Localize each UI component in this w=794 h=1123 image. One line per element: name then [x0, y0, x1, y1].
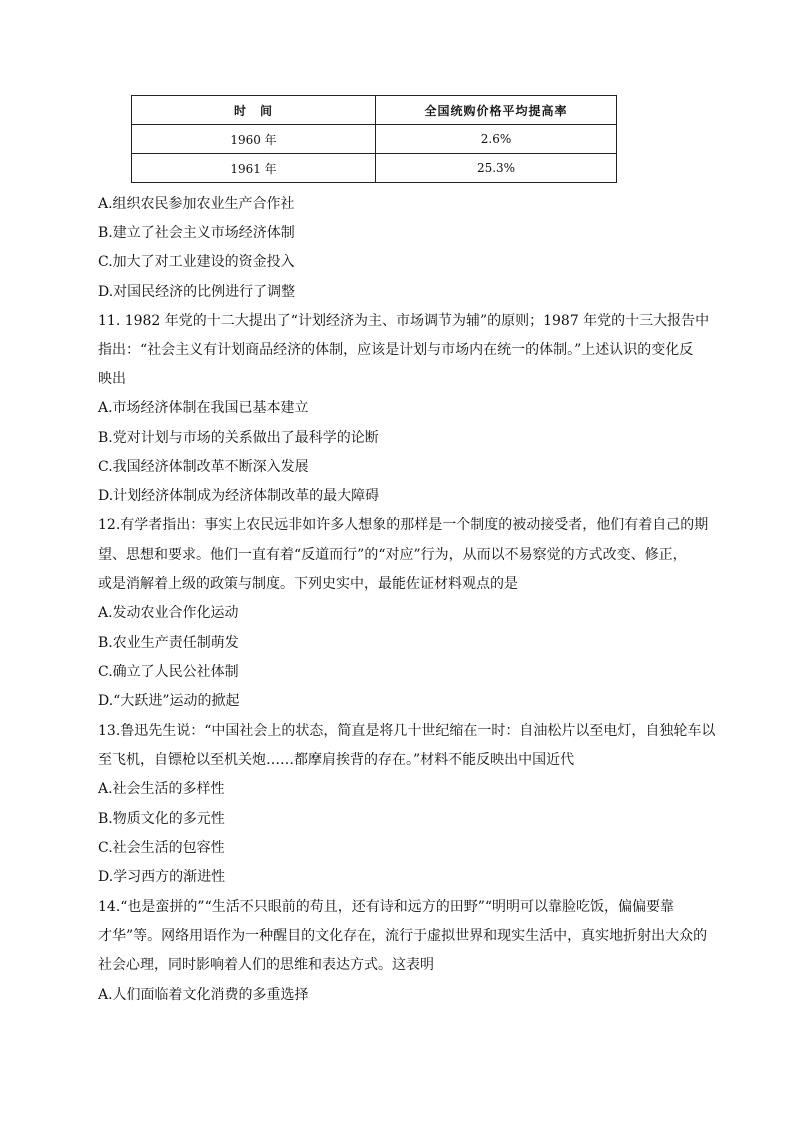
q10-option-c: C.加大了对工业建设的资金投入	[98, 254, 295, 270]
table-row	[132, 125, 617, 154]
table-cell-rate: 25.3%	[376, 154, 617, 183]
q13-option-b: B.物质文化的多元性	[98, 811, 225, 827]
q11-stem-line3: 映出	[98, 371, 126, 387]
q14-stem-line2: 才华”等。网络用语作为一种醒目的文化存在，流行于虚拟世界和现实生活中，真实地折射出大众的	[98, 928, 708, 944]
table-cell-year: 1960 年	[132, 125, 376, 154]
q12-option-b: B.农业生产责任制萌发	[98, 635, 239, 651]
q12-option-d: D.“大跃进”运动的掀起	[98, 693, 240, 709]
table-header-rate: 全国统购价格平均提高率	[376, 96, 617, 125]
q13-stem-line2: 至飞机，自镖枪以至机关炮……都摩肩挨背的存在。”材料不能反映出中国近代	[98, 752, 575, 768]
q10-option-a: A.组织农民参加农业生产合作社	[98, 196, 295, 212]
q10-option-d: D.对国民经济的比例进行了调整	[98, 284, 296, 300]
table-cell-year: 1961 年	[132, 154, 376, 183]
q12-option-a: A.发动农业合作化运动	[98, 605, 239, 621]
q14-stem-line1: 14.“也是蛮拼的”“生活不只眼前的苟且，还有诗和远方的田野”“明明可以靠脸吃饭，偏偏要靠	[98, 899, 675, 915]
q10-option-b: B.建立了社会主义市场经济体制	[98, 225, 295, 241]
q11-stem-line1: 11. 1982 年党的十二大提出了“计划经济为主、市场调节为辅”的原则；1987 年党的十三大报告中	[98, 313, 710, 329]
q13-option-c: C.社会生活的包容性	[98, 840, 225, 856]
q12-stem-line2: 望、思想和要求。他们一直有着“反道而行”的“对应”行为，从而以不易察觉的方式改变、修正，	[98, 547, 687, 563]
q13-stem-line1: 13.鲁迅先生说：“中国社会上的状态，简直是将几十世纪缩在一时：自油松片以至电灯，自独轮车以	[98, 723, 716, 739]
q11-option-a: A.市场经济体制在我国已基本建立	[98, 400, 309, 416]
q13-option-d: D.学习西方的渐进性	[98, 869, 226, 885]
q11-stem-line2: 指出：“社会主义有计划商品经济的体制，应该是计划与市场内在统一的体制。”上述认识的变化反	[98, 342, 694, 358]
price-table	[131, 95, 617, 183]
q12-option-c: C.确立了人民公社体制	[98, 664, 239, 680]
q11-option-c: C.我国经济体制改革不断深入发展	[98, 459, 309, 475]
table-cell-rate: 2.6%	[376, 125, 617, 154]
table-header-time: 时 间	[132, 96, 376, 125]
q12-stem-line3: 或是消解着上级的政策与制度。下列史实中，最能佐证材料观点的是	[98, 576, 518, 592]
q13-option-a: A.社会生活的多样性	[98, 781, 225, 797]
table-row	[132, 154, 617, 183]
q14-option-a: A.人们面临着文化消费的多重选择	[98, 987, 309, 1003]
table-header-row	[132, 96, 617, 125]
q11-option-b: B.党对计划与市场的关系做出了最科学的论断	[98, 430, 379, 446]
q14-stem-line3: 社会心理，同时影响着人们的思维和表达方式。这表明	[98, 957, 434, 973]
q12-stem-line1: 12.有学者指出：事实上农民远非如许多人想象的那样是一个制度的被动接受者，他们有着自己的期	[98, 517, 709, 533]
q11-option-d: D.计划经济体制成为经济体制改革的最大障碍	[98, 488, 380, 504]
